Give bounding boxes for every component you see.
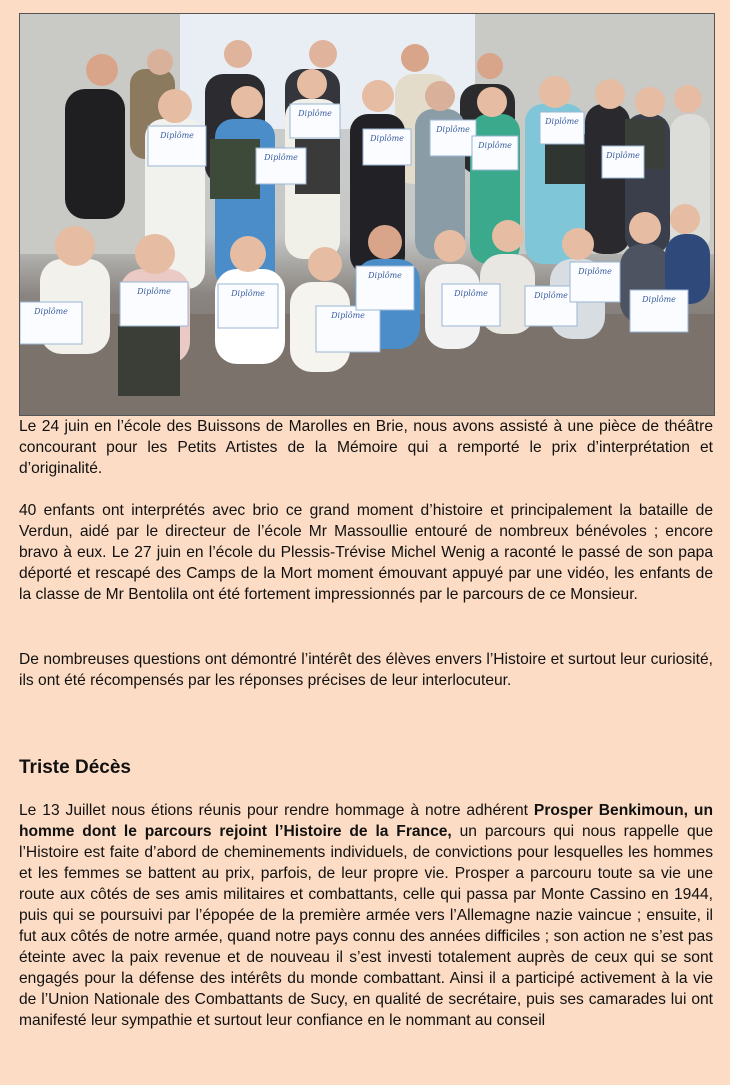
paragraph-4	[19, 800, 713, 1031]
diploma-label: Diplôme	[34, 307, 68, 316]
diploma-label: Diplôme	[137, 287, 171, 296]
diploma-sheet	[316, 306, 380, 352]
diploma-label: Diplôme	[642, 295, 676, 304]
diploma-sheet	[570, 262, 620, 302]
diploma-sheet	[148, 126, 206, 166]
diploma-sheet	[363, 129, 411, 165]
diploma-label: Diplôme	[331, 311, 365, 320]
diploma-label: Diplôme	[436, 125, 470, 134]
diploma-label: Diplôme	[545, 117, 579, 126]
diploma-sheet	[290, 104, 340, 138]
paragraph-4-rest: un parcours qui nous rappelle que l’Histoire est faite d’abord de cheminements individuels, de convictions pour lesquelles les hommes et les femmes se battent au prix, parfois, de leur propre vie. Prosper a parcouru toute sa vie une route aux côtés de ses amis militaires et combattants, celle qui passa par Monte Cassino en 1944, puis qui se poursuivi par l’épopée de la première armée vers l’Allemagne nazie vaincue ; ensuite, il fut aux côtés de notre armée, quand notre pays connu des années difficiles ; son action ne s’est pas éteinte avec la paix revenue et de nouveau il s’est investi totalement auprès de ceux qui se sont engagés pour la défense des intérêts du monde combattant. Ainsi il a participé activement à la vie de l’Union Nationale des Combattants de Sucy, en qualité de secrétaire, puis ses camarades lui ont manifesté leur sympathie et surtout leur confiance en le nommant au conseil	[19, 823, 713, 1029]
paragraph-4-start: Le 13 Juillet nous étions réunis pour rendre hommage à notre adhérent	[19, 802, 534, 819]
diploma-sheet	[20, 302, 82, 344]
paragraph-4-bold: Prosper Benkimoun, un homme dont le parcours rejoint l’Histoire de la France,	[19, 802, 713, 840]
diploma-label: Diplôme	[231, 289, 265, 298]
diploma-label: Diplôme	[578, 267, 612, 276]
diploma-label: Diplôme	[606, 151, 640, 160]
diploma-sheet	[120, 282, 188, 326]
diploma-sheet	[540, 112, 584, 144]
diploma-label: Diplôme	[534, 291, 568, 300]
diploma-label: Diplôme	[160, 131, 194, 140]
diploma-sheet	[442, 284, 500, 326]
diploma-sheet	[630, 290, 688, 332]
diploma-label: Diplôme	[454, 289, 488, 298]
diploma-sheet	[602, 146, 644, 178]
diploma-label: Diplôme	[264, 153, 298, 162]
diploma-sheet	[525, 286, 577, 326]
diploma-sheet	[430, 120, 476, 156]
diploma-label: Diplôme	[370, 134, 404, 143]
paragraph-3: De nombreuses questions ont démontré l’intérêt des élèves envers l’Histoire et surtout leur curiosité, ils ont été récompensés par les réponses précises de leur interlocuteur.	[19, 651, 713, 689]
diploma-sheet	[218, 284, 278, 328]
diploma-label: Diplôme	[478, 141, 512, 150]
photo-illustration	[20, 14, 714, 415]
paragraph-1: Le 24 juin en l’école des Buissons de Marolles en Brie, nous avons assisté à une pièce de théâtre concourant pour les Petits Artistes de la Mémoire qui a remporté le prix d’interprétation et d’originalité.	[19, 418, 713, 477]
diploma-label: Diplôme	[368, 271, 402, 280]
paragraph-2: 40 enfants ont interprétés avec brio ce grand moment d’histoire et principalement la bataille de Verdun, aidé par le directeur de l’école Mr Massoullie entouré de nombreux bénévoles ; encore bravo à eux. Le 27 juin en l’école du Plessis-Trévise Michel Wenig a raconté le passé de son papa déporté et rescapé des Camps de la Mort moment émouvant appuyé par une vidéo, les enfants de la classe de Mr Bentolila ont été fortement impressionnés par le parcours de ce Monsieur.	[19, 502, 713, 603]
group-photo	[19, 13, 715, 416]
diploma-sheet	[472, 136, 518, 170]
section-heading: Triste Décès	[19, 757, 131, 778]
diploma-sheet	[356, 266, 414, 310]
diploma-label: Diplôme	[298, 109, 332, 118]
diploma-sheet	[256, 148, 306, 184]
